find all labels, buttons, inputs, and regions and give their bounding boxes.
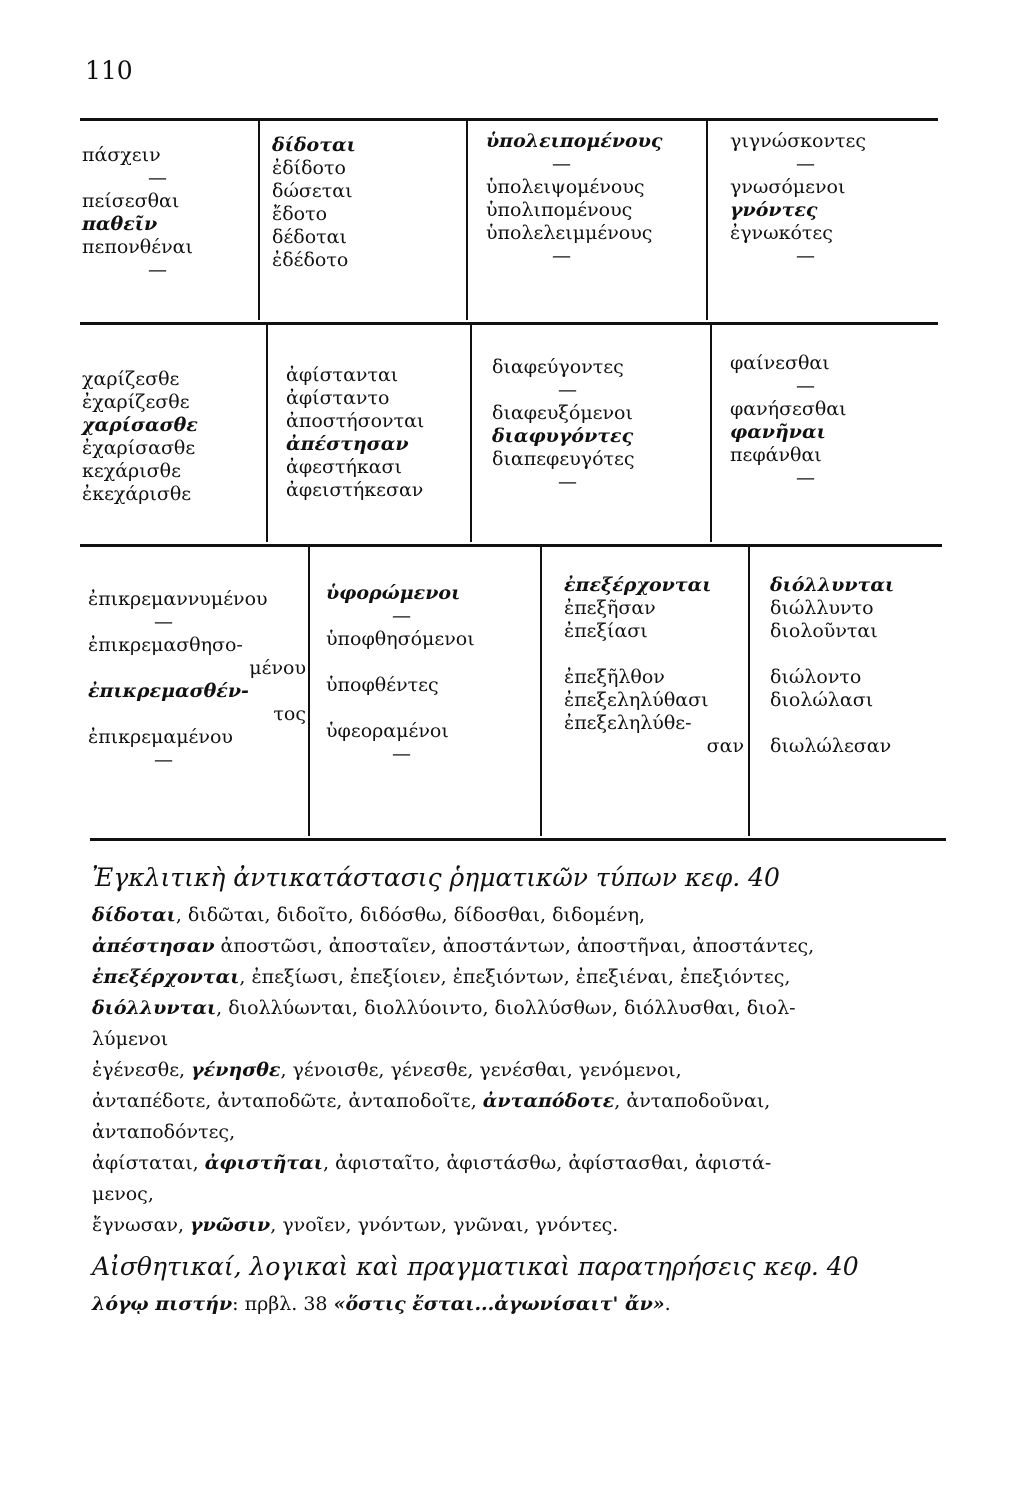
table-cell-line: ἀπέστησαν bbox=[286, 433, 409, 455]
table-cell-line: φαίνεσθαι bbox=[730, 352, 830, 374]
table-cell-line: διώλλυντο bbox=[770, 597, 874, 619]
notes-line: διόλλυνται, διολλύωνται, διολλύοιντο, διολλύσθων, διόλλυσθαι, διολ- bbox=[92, 997, 796, 1019]
table-column-divider bbox=[308, 546, 310, 836]
table-cell-line: ἐπεξέρχονται bbox=[564, 574, 712, 596]
emphasis-text: ἀνταπόδοτε bbox=[482, 1090, 615, 1112]
table-cell-line: ὑποφθέντες bbox=[326, 674, 439, 696]
table-cell bbox=[564, 574, 744, 758]
emphasis-text: «ὅστις ἔσται...ἀγωνίσαιτ' ἄν» bbox=[333, 1293, 665, 1315]
table-cell-line: ἐδέδοτο bbox=[272, 249, 349, 271]
table-cell-line bbox=[326, 651, 475, 674]
table-cell bbox=[326, 582, 475, 766]
notes-line: ἀνταποδόντες, bbox=[92, 1121, 236, 1143]
table-cell bbox=[272, 134, 356, 272]
table-cell bbox=[730, 130, 866, 268]
table-column-divider bbox=[470, 324, 472, 542]
table-cell-line: ἐπεξεληλύθασι bbox=[564, 689, 709, 711]
table-cell bbox=[486, 130, 662, 268]
notes-line: ἐπεξέρχονται, ἐπεξίωσι, ἐπεξίοιεν, ἐπεξιόντων, ἐπεξιέναι, ἐπεξιόντες, bbox=[92, 966, 791, 988]
table-cell bbox=[82, 144, 193, 282]
table-cell-line: γνόντες bbox=[730, 199, 818, 221]
table-cell-line: πεπονθέναι bbox=[82, 236, 193, 258]
table-cell-line: ἀποστήσονται bbox=[286, 410, 425, 432]
table-rule bbox=[80, 118, 938, 121]
notes-last-line: λόγῳ πιστήν: πρβλ. 38 «ὅστις ἔσται...ἀγωνίσαιτ' ἄν». bbox=[92, 1293, 671, 1315]
table-cell-line: — bbox=[392, 605, 411, 627]
table-cell-line: ὑφεοραμένοι bbox=[326, 720, 449, 742]
notes-line: ἔγνωσαν, γνῶσιν, γνοῖεν, γνόντων, γνῶναι, γνόντες. bbox=[92, 1214, 619, 1236]
table-cell-line: — bbox=[148, 167, 167, 189]
notes-line: λύμενοι bbox=[92, 1028, 169, 1050]
notes-line: ἐγένεσθε, γένησθε, γένοισθε, γένεσθε, γενέσθαι, γενόμενοι, bbox=[92, 1059, 682, 1081]
table-cell-line: ἀφειστήκεσαν bbox=[286, 479, 424, 501]
table-cell-line: κεχάρισθε bbox=[82, 460, 181, 482]
table-cell-line bbox=[326, 697, 475, 720]
table-cell-line: χαρίζεσθε bbox=[82, 368, 180, 390]
table-rule bbox=[80, 322, 938, 325]
table-cell-line: ὑπολιπομένους bbox=[486, 199, 633, 221]
table-cell-line: — bbox=[558, 379, 577, 401]
table-cell-line: ἔδοτο bbox=[272, 203, 328, 225]
table-rule bbox=[80, 544, 942, 547]
table-cell bbox=[286, 364, 424, 502]
table-cell bbox=[730, 352, 847, 490]
table-column-divider bbox=[748, 546, 750, 836]
emphasis-text: ἐπεξέρχονται bbox=[92, 966, 240, 988]
table-cell-line: — bbox=[796, 153, 815, 175]
table-cell-line: — bbox=[154, 611, 173, 633]
table-cell-line: — bbox=[154, 749, 173, 771]
table-cell-line: ἐδίδοτο bbox=[272, 157, 346, 179]
table-cell-line: τος bbox=[273, 703, 306, 725]
table-cell-line: ὑφορώμενοι bbox=[326, 582, 461, 604]
table-cell-line: ἀφεστήκασι bbox=[286, 456, 402, 478]
emphasis-text: διόλλυνται bbox=[92, 997, 217, 1019]
table-cell-line: σαν bbox=[706, 735, 744, 757]
notes-line: δίδοται, διδῶται, διδοῖτο, διδόσθω, δίδοσθαι, διδομένη, bbox=[92, 904, 646, 926]
notes-line: ἀπέστησαν ἀποστῶσι, ἀποσταῖεν, ἀποστάντων, ἀποστῆναι, ἀποστάντες, bbox=[92, 935, 815, 957]
table-cell-line: φανήσεσθαι bbox=[730, 398, 847, 420]
table-cell-line: ὑπολειψομένους bbox=[486, 176, 645, 198]
table-cell-line: δέδοται bbox=[272, 226, 347, 248]
table-column-divider bbox=[710, 324, 712, 542]
table-cell-line: διολώλασι bbox=[770, 689, 874, 711]
table-cell-line: χαρίσασθε bbox=[82, 414, 198, 436]
table-cell-line bbox=[770, 643, 894, 666]
table-cell-line: παθεῖν bbox=[82, 213, 158, 235]
table-cell-line: ἐπεξεληλύθε- bbox=[564, 712, 692, 734]
table-cell-line: πάσχειν bbox=[82, 144, 161, 166]
table-cell-line: ἀφίστανται bbox=[286, 364, 399, 386]
table-cell-line: ἐπικρεμαμένου bbox=[88, 726, 233, 748]
emphasis-text: λόγῳ πιστήν bbox=[92, 1293, 233, 1315]
table-cell-line: — bbox=[796, 375, 815, 397]
table-cell-line: ἐπεξῆλθον bbox=[564, 666, 665, 688]
table-cell-line: — bbox=[552, 245, 571, 267]
table-cell-line: μένου bbox=[249, 657, 306, 679]
table-column-divider bbox=[540, 546, 542, 836]
emphasis-text: ἀπέστησαν bbox=[92, 935, 215, 957]
table-column-divider bbox=[706, 120, 708, 320]
notes-line: μενος, bbox=[92, 1183, 154, 1205]
table-cell-line: διολοῦνται bbox=[770, 620, 878, 642]
table-cell bbox=[88, 588, 306, 772]
table-cell-line: — bbox=[796, 467, 815, 489]
table-cell-line: ἐγνωκότες bbox=[730, 222, 833, 244]
table-cell-line: ἐκεχάρισθε bbox=[82, 483, 192, 505]
notes-line: ἀνταπέδοτε, ἀνταποδῶτε, ἀνταποδοῖτε, ἀνταπόδοτε, ἀνταποδοῦναι, bbox=[92, 1090, 771, 1112]
table-cell-line: — bbox=[796, 245, 815, 267]
page-number: 110 bbox=[85, 56, 133, 85]
table-column-divider bbox=[466, 120, 468, 320]
table-cell-line: διαπεφευγότες bbox=[492, 448, 635, 470]
table-cell-line: ἐπεξῆσαν bbox=[564, 597, 656, 619]
table-cell-line: διωλώλεσαν bbox=[770, 735, 892, 757]
table-cell-line: διαφευξόμενοι bbox=[492, 402, 633, 424]
table-cell bbox=[82, 368, 198, 506]
emphasis-text: ἀφιστῆται bbox=[204, 1152, 323, 1174]
emphasis-text: γνῶσιν bbox=[190, 1214, 271, 1236]
notes-line: ἀφίσταται, ἀφιστῆται, ἀφισταῖτο, ἀφιστάσθω, ἀφίστασθαι, ἀφιστά- bbox=[92, 1152, 772, 1174]
table-cell bbox=[770, 574, 894, 758]
table-rule bbox=[90, 838, 946, 841]
table-cell-line: γνωσόμενοι bbox=[730, 176, 846, 198]
table-cell-line: — bbox=[558, 471, 577, 493]
notes-body bbox=[92, 900, 972, 1241]
table-cell-line: ὑπολειπομένους bbox=[486, 130, 663, 152]
table-cell-line: ὑπολελειμμένους bbox=[486, 222, 653, 244]
table-cell-line: διώλοντο bbox=[770, 666, 862, 688]
table-cell-line bbox=[770, 712, 894, 735]
notes-title-2: Αἰσθητικαί, λογικαὶ καὶ πραγματικαὶ παρατηρήσεις κεφ. 40 bbox=[92, 1252, 859, 1281]
table-cell-line: πείσεσθαι bbox=[82, 190, 180, 212]
table-column-divider bbox=[266, 324, 268, 542]
emphasis-text: γένησθε bbox=[191, 1059, 281, 1081]
table-cell-line: — bbox=[392, 743, 411, 765]
table-cell bbox=[492, 356, 635, 494]
notes-section bbox=[92, 856, 972, 1320]
notes-title: Ἐγκλιτικὴ ἀντικατάστασις ῥηματικῶν τύπων κεφ. 40 bbox=[92, 863, 780, 892]
table-cell-line: ὑποφθησόμενοι bbox=[326, 628, 475, 650]
table-cell-line: γιγνώσκοντες bbox=[730, 130, 867, 152]
table-cell-line: δίδοται bbox=[272, 134, 356, 156]
table-cell-line: διαφεύγοντες bbox=[492, 356, 624, 378]
emphasis-text: δίδοται bbox=[92, 904, 176, 926]
table-cell-line: διαφυγόντες bbox=[492, 425, 634, 447]
table-cell-line: φανῆναι bbox=[730, 421, 826, 443]
table-cell-line: ἐχαρίζεσθε bbox=[82, 391, 190, 413]
table-cell-line: πεφάνθαι bbox=[730, 444, 822, 466]
table-cell-line: διόλλυνται bbox=[770, 574, 895, 596]
table-column-divider bbox=[258, 120, 260, 320]
table-cell-line: — bbox=[552, 153, 571, 175]
table-cell-line: ἐχαρίσασθε bbox=[82, 437, 196, 459]
table-cell-line: δώσεται bbox=[272, 180, 353, 202]
table-cell-line: ἐπεξίασι bbox=[564, 620, 648, 642]
table-cell-line: ἐπικρεμασθησο- bbox=[88, 634, 243, 656]
table-cell-line: ἀφίσταντο bbox=[286, 387, 390, 409]
table-cell-line bbox=[564, 643, 744, 666]
table-cell-line: — bbox=[148, 259, 167, 281]
table-cell-line: ἐπικρεμασθέν- bbox=[88, 680, 249, 702]
table-cell-line: ἐπικρεμαννυμένου bbox=[88, 588, 268, 610]
